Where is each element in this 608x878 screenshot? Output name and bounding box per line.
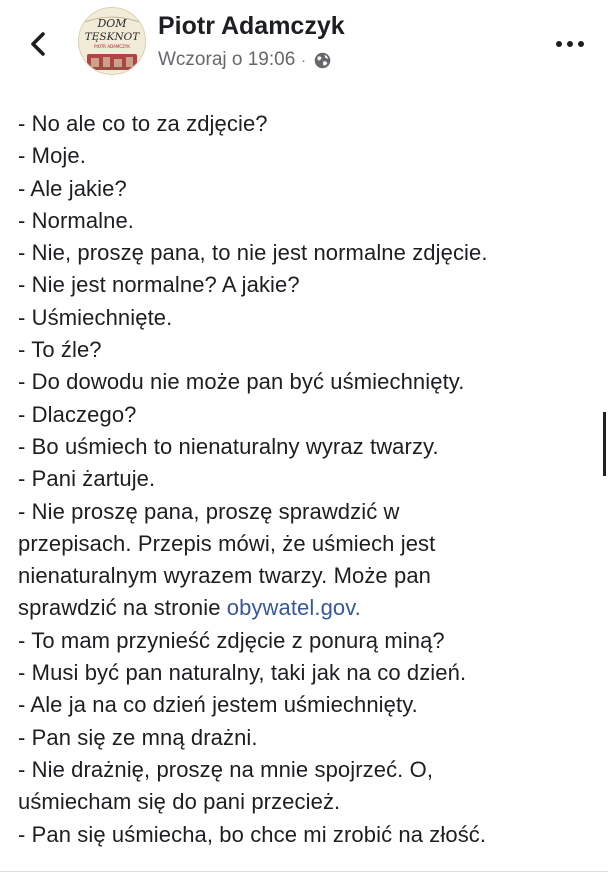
post-line: - Normalne. [18,207,135,233]
post-body [18,108,598,851]
avatar[interactable] [78,7,146,75]
post-line: nienaturalnym wyrazem twarzy. Może pan [18,563,431,589]
post-line: - Nie, proszę pana, to nie jest normalne zdjęcie. [18,240,488,266]
globe-icon[interactable] [313,51,332,70]
obywatel-link[interactable]: obywatel.gov. [226,595,361,621]
post-line: - Nie drażnię, proszę na mnie spojrzeć. O, [18,756,434,782]
more-options-button[interactable] [554,36,586,52]
post-line: - Musi być pan naturalny, taki jak na co dzień. [18,660,467,686]
post-line: uśmiecham się do pani przecież. [18,789,341,815]
post-line: - Bo uśmiech to nienaturalny wyraz twarzy. [18,433,439,459]
post-line: - Pani żartuje. [18,466,156,492]
post-header [0,0,608,92]
post-line: - Nie proszę pana, proszę sprawdzić w [18,498,400,524]
post-line: - Pan się uśmiecha, bo chce mi zrobić na złość. [18,821,487,847]
post-meta [158,48,332,72]
svg-text:DOM: DOM [97,17,127,30]
post-line: - To źle? [18,337,102,363]
post-line: - Uśmiechnięte. [18,304,173,330]
post-line-text: sprawdzić na stronie [18,595,227,621]
post-line: - Do dowodu nie może pan być uśmiechnięty. [18,369,465,395]
chevron-left-icon [24,26,52,62]
divider [0,871,608,872]
svg-text:PIOTR ADAMCZYK: PIOTR ADAMCZYK [94,44,130,49]
post-line: - Ale ja na co dzień jestem uśmiechnięty. [18,692,418,718]
post-line: - Dlaczego? [18,401,137,427]
post-line: - Nie jest normalne? A jakie? [18,272,300,298]
post-line: - Pan się ze mną drażni. [18,724,258,750]
post-timestamp[interactable]: Wczoraj o 19:06 [158,49,296,70]
dom-tesknot-logo [79,8,145,74]
post-line-with-link [18,592,598,624]
post-line: - To mam przynieść zdjęcie z ponurą miną? [18,627,445,653]
back-button[interactable] [24,26,52,62]
post-line: - Moje. [18,143,86,169]
post-line: - No ale co to za zdjęcie? [18,111,268,136]
meta-separator: · [301,52,306,68]
more-horizontal-icon [554,36,586,52]
scroll-indicator[interactable] [603,412,606,476]
svg-text:TĘSKNOT: TĘSKNOT [84,31,140,43]
author-name[interactable]: Piotr Adamczyk [158,12,345,40]
post-line: przepisach. Przepis mówi, że uśmiech jest [18,530,436,556]
post-line: - Ale jakie? [18,175,127,201]
